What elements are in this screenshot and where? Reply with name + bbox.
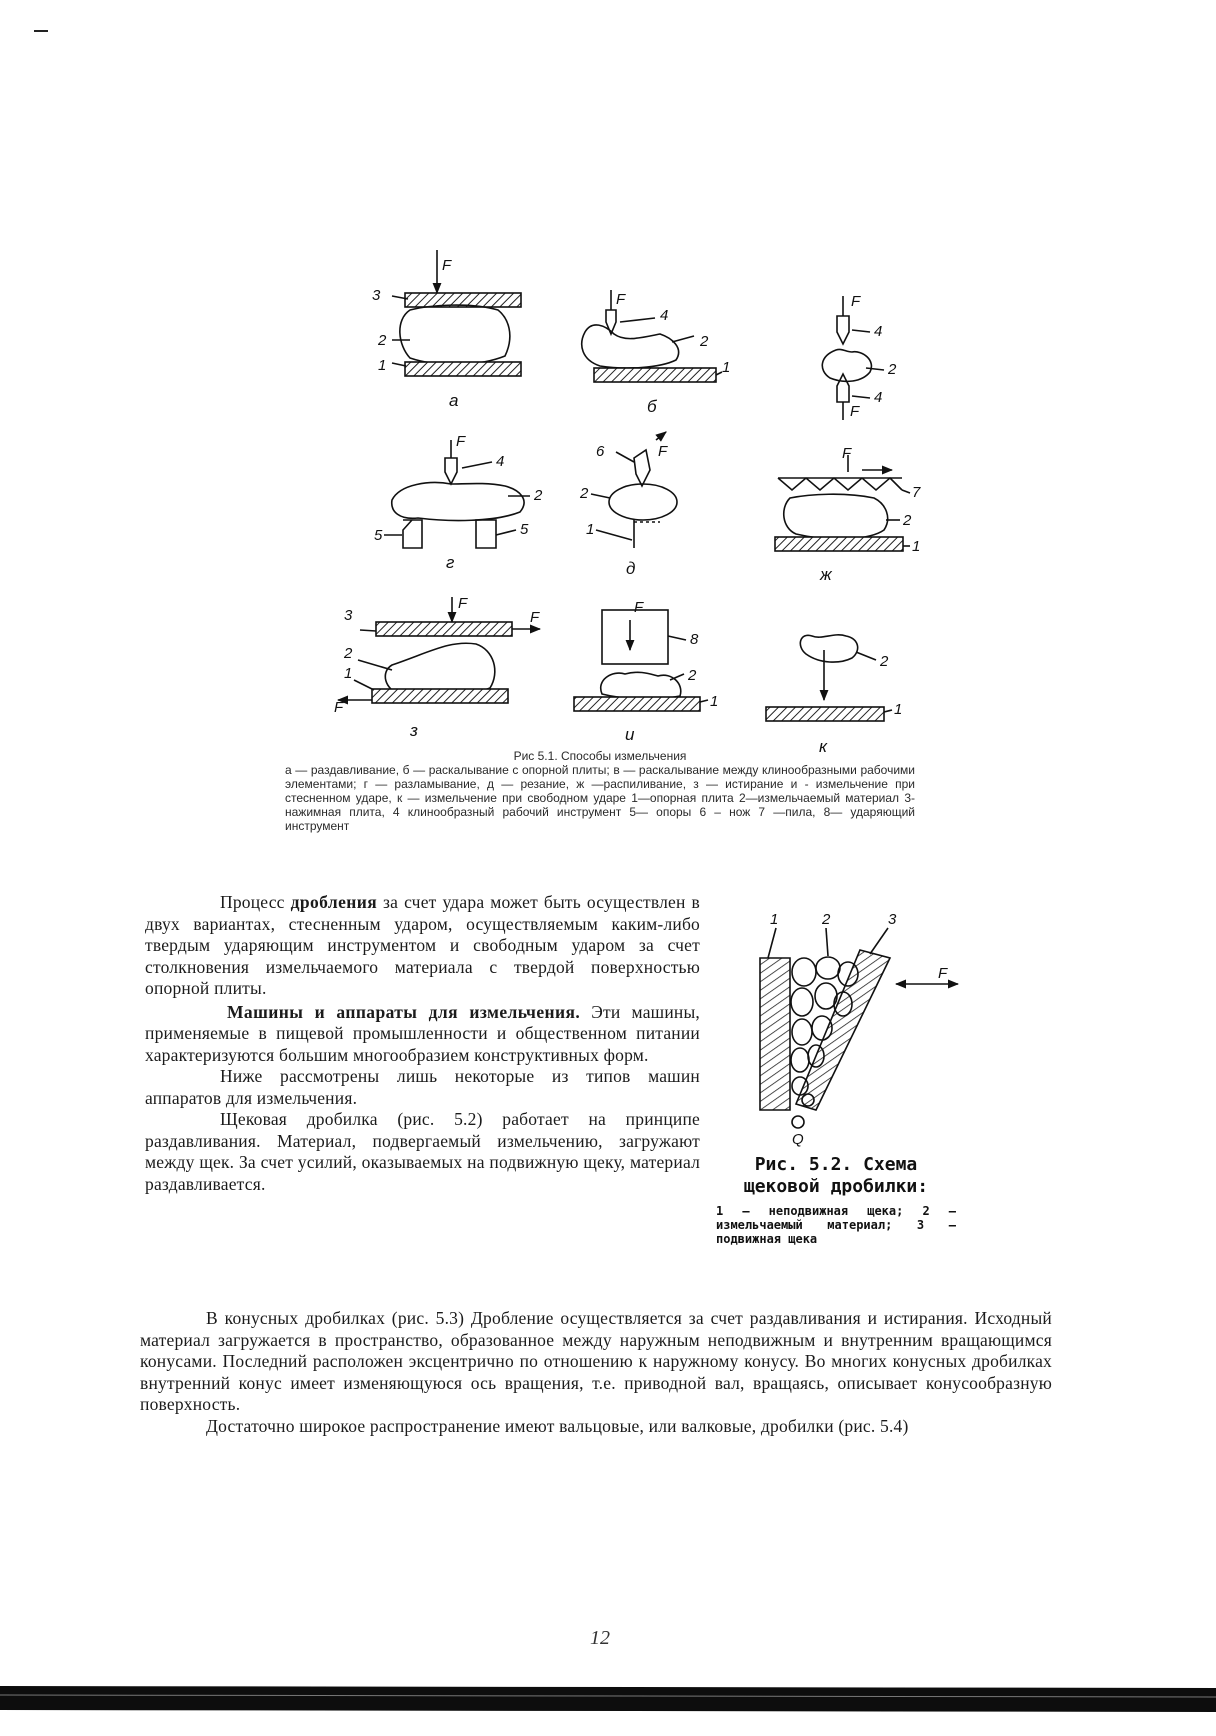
scan-edge-bar (0, 1684, 1216, 1714)
svg-text:2: 2 (880, 653, 889, 670)
svg-text:4: 4 (874, 323, 883, 340)
panel-zh-sawing (775, 455, 910, 551)
svg-text:F: F (530, 609, 540, 626)
svg-text:к: к (819, 737, 828, 756)
movable-jaw (796, 950, 890, 1110)
svg-text:1: 1 (344, 665, 353, 682)
svg-text:F: F (616, 291, 626, 308)
svg-text:2: 2 (688, 667, 697, 684)
panel-g-breaking (384, 440, 530, 548)
svg-text:6: 6 (596, 443, 605, 460)
figure-5-1-caption-text: а — раздавливание, б — раскалывание с опорной плиты; в — раскалывание между клинообразными рабочими элементами; г — разламывание, д — резание, ж —распиливание, з — истирание и - измельчение при стесненном ударе, к — измельчение при свободном ударе 1—опорная плита 2—измельчаемый материал 3- нажимная плита, 4 клинообразный рабочий инструмент 5— опоры 6 – нож 7 —пила, 8— ударяющий инструмент (285, 763, 915, 833)
paragraph-types-intro: Ниже рассмотрены лишь некоторые из типов машин аппаратов для измельчения. (145, 1066, 700, 1108)
svg-text:F: F (456, 433, 466, 450)
svg-text:1: 1 (722, 359, 731, 376)
svg-text:1: 1 (912, 538, 921, 555)
panel-k-free-impact (766, 635, 892, 721)
svg-text:4: 4 (496, 453, 505, 470)
term-crushing: дробления (290, 892, 378, 912)
body-text-column (145, 892, 700, 1195)
panel-z-abrasion (338, 597, 540, 703)
svg-text:F: F (938, 965, 948, 982)
svg-text:3: 3 (344, 607, 353, 624)
svg-text:2: 2 (534, 487, 543, 504)
page-number: 12 (590, 1627, 610, 1649)
svg-text:д: д (626, 559, 636, 578)
svg-text:3: 3 (372, 287, 381, 304)
svg-text:F: F (842, 445, 852, 462)
svg-text:1: 1 (770, 911, 779, 928)
paragraph-roll-crusher: Достаточно широкое распространение имеют вальцовые, или валковые, дробилки (рис. 5.4) (206, 1415, 909, 1436)
svg-text:2: 2 (903, 512, 912, 529)
svg-text:5: 5 (520, 521, 529, 538)
svg-text:2: 2 (700, 333, 709, 350)
panel-i-confined-impact (574, 610, 708, 711)
figure-5-2-caption-title: Рис. 5.2. Схема щековой дробилки: (743, 1154, 929, 1197)
svg-text:1: 1 (586, 521, 595, 538)
svg-text:2: 2 (888, 361, 897, 378)
figure-5-2-caption-legend: 1 — неподвижная щека; 2 — измельчаемый материал; 3 — подвижная щека (716, 1204, 956, 1246)
svg-text:а: а (449, 391, 459, 410)
panel-a-crushing (392, 250, 521, 376)
svg-text:1: 1 (710, 693, 719, 710)
svg-text:F: F (851, 293, 861, 310)
svg-text:F: F (658, 443, 668, 460)
svg-text:F: F (850, 403, 860, 420)
paragraph-machines: Машины и аппараты для измельчения. Эти машины, применяемые в пищевой промышленности и общественном питании характеризуются большим многообразием конструктивных форм. (145, 1001, 701, 1065)
svg-text:з: з (410, 721, 418, 740)
paragraph-cone-crusher: В конусных дробилках (рис. 5.3) Дробление осуществляется за счет раздавливания и истирания. Исходный материал загружается в пространство, образованное между наружным неподвижным и внутренним вращающимся конусами. Последний расположен эксцентрично по отношению к наружному конусу. Во многих конусных дробилках внутренний конус имеет изменяющуюся ось вращения, т.е. приводной вал, вращаясь, описывает конусообразную поверхность. (140, 1308, 1052, 1414)
figure-5-2-caption (716, 1154, 956, 1246)
svg-text:1: 1 (378, 357, 387, 374)
section-heading-machines: Машины и аппараты для измельчения. (227, 1001, 581, 1022)
svg-text:5: 5 (374, 527, 383, 544)
svg-text:F: F (458, 595, 468, 612)
figure-5-1-labels (334, 257, 921, 718)
figure-5-1-caption-title: Рис 5.1. Способы измельчения (513, 749, 687, 763)
svg-text:2: 2 (822, 911, 831, 928)
svg-text:4: 4 (874, 389, 883, 406)
body-text-full-width (140, 1308, 1052, 1437)
svg-text:7: 7 (912, 484, 921, 501)
figure-5-1-diagram (0, 0, 1216, 760)
svg-text:г: г (446, 553, 455, 572)
svg-text:F: F (634, 599, 644, 616)
figure-5-1-caption (285, 749, 915, 833)
svg-text:F: F (442, 257, 452, 274)
svg-text:1: 1 (894, 701, 903, 718)
paragraph-crushing-process: Процесс дробления за счет удара может быть осуществлен в двух вариантах, стесненным ударом, осуществляемым каким-либо твердым ударяющим инструментом и свободным ударом за счет столкновения измельчаемого материала с твердой поверхностью опорной плиты. (145, 892, 700, 998)
svg-text:8: 8 (690, 631, 699, 648)
svg-text:4: 4 (660, 307, 669, 324)
svg-text:б: б (647, 397, 657, 416)
figure-5-2-jaw-crusher-diagram (740, 910, 1010, 1150)
fixed-jaw (760, 958, 790, 1110)
svg-text:2: 2 (378, 332, 387, 349)
svg-text:и: и (625, 725, 635, 744)
svg-text:Q: Q (792, 1131, 804, 1148)
paragraph-jaw-crusher: Щековая дробилка (рис. 5.2) работает на принципе раздавливания. Материал, подвергаемый измельчению, загружают между щек. За счет усилий, оказываемых на подвижную щеку, материал раздавливается. (145, 1109, 700, 1194)
svg-text:2: 2 (344, 645, 353, 662)
svg-text:2: 2 (580, 485, 589, 502)
figure-5-2-labels (770, 911, 948, 1148)
svg-text:ж: ж (820, 565, 832, 584)
svg-text:F: F (334, 699, 344, 716)
svg-text:3: 3 (888, 911, 897, 928)
